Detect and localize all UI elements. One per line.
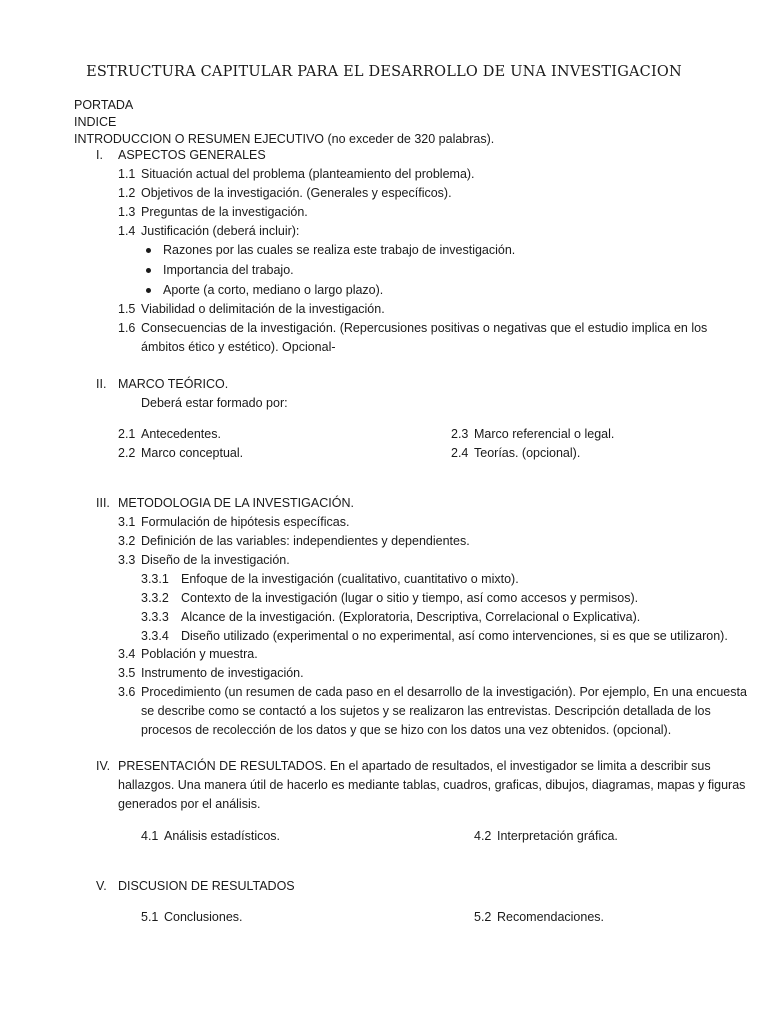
- item-number: 2.2: [118, 446, 136, 460]
- subitem-text: Alcance de la investigación. (Exploratoria, Descriptiva, Correlacional o Explicativa).: [181, 610, 641, 624]
- item-text: Instrumento de investigación.: [141, 666, 304, 680]
- item-number: 5.2: [474, 910, 492, 924]
- item-number: 1.2: [118, 186, 136, 200]
- item-text: Formulación de hipótesis específicas.: [141, 515, 350, 529]
- item-text: Recomendaciones.: [497, 910, 605, 924]
- item-number: 1.6: [118, 321, 136, 335]
- item-text: Justificación (deberá incluir):: [141, 224, 300, 238]
- section-4-title: PRESENTACIÓN DE RESULTADOS. En el apartado de resultados, el investigador se limita a describir sus: [118, 759, 711, 773]
- section-2-title: MARCO TEÓRICO.: [118, 377, 229, 391]
- bullet-icon: [146, 288, 151, 293]
- document-title: ESTRUCTURA CAPITULAR PARA EL DESARROLLO DE UNA INVESTIGACION: [86, 64, 682, 80]
- subitem-number: 3.3.2: [141, 591, 169, 605]
- item-text-continued: se describe como se contactó a los sujetos y se realizaron las entrevistas. Descripción detallada de los: [141, 704, 711, 718]
- bullet-icon: [146, 248, 151, 253]
- section-2-intro: Deberá estar formado por:: [141, 396, 288, 410]
- item-number: 5.1: [141, 910, 159, 924]
- section-4-paragraph: generados por el análisis.: [118, 797, 261, 811]
- section-1-title: ASPECTOS GENERALES: [118, 148, 266, 162]
- subitem-text: Contexto de la investigación (lugar o sitio y tiempo, así como accesos y permisos).: [181, 591, 639, 605]
- bullet-text: Aporte (a corto, mediano o largo plazo).: [163, 283, 384, 297]
- subitem-text: Enfoque de la investigación (cualitativo, cuantitativo o mixto).: [181, 572, 519, 586]
- item-number: 3.3: [118, 553, 136, 567]
- item-number: 3.4: [118, 647, 136, 661]
- item-text: Teorías. (opcional).: [474, 446, 581, 460]
- item-number: 3.5: [118, 666, 136, 680]
- section-1-number: I.: [96, 148, 103, 162]
- subitem-text: Diseño utilizado (experimental o no experimental, así como intervenciones, si es que se utilizaron).: [181, 629, 728, 643]
- bullet-icon: [146, 268, 151, 273]
- subitem-number: 3.3.3: [141, 610, 169, 624]
- item-text-continued: ámbitos ético y estético). Opcional-: [141, 340, 336, 354]
- section-4-number: IV.: [96, 759, 111, 773]
- item-text: Población y muestra.: [141, 647, 258, 661]
- item-number: 4.1: [141, 829, 159, 843]
- section-2-number: II.: [96, 377, 107, 391]
- item-number: 3.2: [118, 534, 136, 548]
- item-number: 3.6: [118, 685, 136, 699]
- item-text: Marco conceptual.: [141, 446, 244, 460]
- item-number: 3.1: [118, 515, 136, 529]
- item-number: 4.2: [474, 829, 492, 843]
- bullet-text: Razones por las cuales se realiza este trabajo de investigación.: [163, 243, 516, 257]
- item-number: 1.1: [118, 167, 136, 181]
- section-3-number: III.: [96, 496, 110, 510]
- item-number: 1.4: [118, 224, 136, 238]
- item-text: Diseño de la investigación.: [141, 553, 290, 567]
- section-3-title: METODOLOGIA DE LA INVESTIGACIÓN.: [118, 496, 354, 510]
- item-text: Antecedentes.: [141, 427, 221, 441]
- indice-line: INDICE: [74, 115, 117, 129]
- item-text: Viabilidad o delimitación de la investigación.: [141, 302, 385, 316]
- intro-line: INTRODUCCION O RESUMEN EJECUTIVO (no exceder de 320 palabras).: [74, 132, 495, 146]
- item-number: 2.1: [118, 427, 136, 441]
- item-text: Preguntas de la investigación.: [141, 205, 308, 219]
- item-text-continued: procesos de recolección de los datos y que se hizo con los datos una vez obtenidos. (opcional).: [141, 723, 672, 737]
- item-text: Consecuencias de la investigación. (Repercusiones positivas o negativas que el estudio implica en los: [141, 321, 708, 335]
- item-text: Definición de las variables: independientes y dependientes.: [141, 534, 470, 548]
- portada-line: PORTADA: [74, 98, 134, 112]
- section-4-paragraph: hallazgos. Una manera útil de hacerlo es mediante tablas, cuadros, graficas, dibujos, diagramas, mapas y figuras: [118, 778, 746, 792]
- subitem-number: 3.3.4: [141, 629, 169, 643]
- item-number: 1.3: [118, 205, 136, 219]
- item-number: 1.5: [118, 302, 136, 316]
- subitem-number: 3.3.1: [141, 572, 169, 586]
- item-text: Situación actual del problema (planteamiento del problema).: [141, 167, 475, 181]
- section-5-title: DISCUSION DE RESULTADOS: [118, 879, 295, 893]
- bullet-text: Importancia del trabajo.: [163, 263, 294, 277]
- item-number: 2.3: [451, 427, 469, 441]
- section-5-number: V.: [96, 879, 107, 893]
- item-number: 2.4: [451, 446, 469, 460]
- item-text: Objetivos de la investigación. (Generales y específicos).: [141, 186, 452, 200]
- item-text: Marco referencial o legal.: [474, 427, 615, 441]
- item-text: Interpretación gráfica.: [497, 829, 618, 843]
- item-text: Conclusiones.: [164, 910, 243, 924]
- item-text: Análisis estadísticos.: [164, 829, 281, 843]
- item-text: Procedimiento (un resumen de cada paso en el desarrollo de la investigación). Por ejemplo, En una encuesta: [141, 685, 747, 699]
